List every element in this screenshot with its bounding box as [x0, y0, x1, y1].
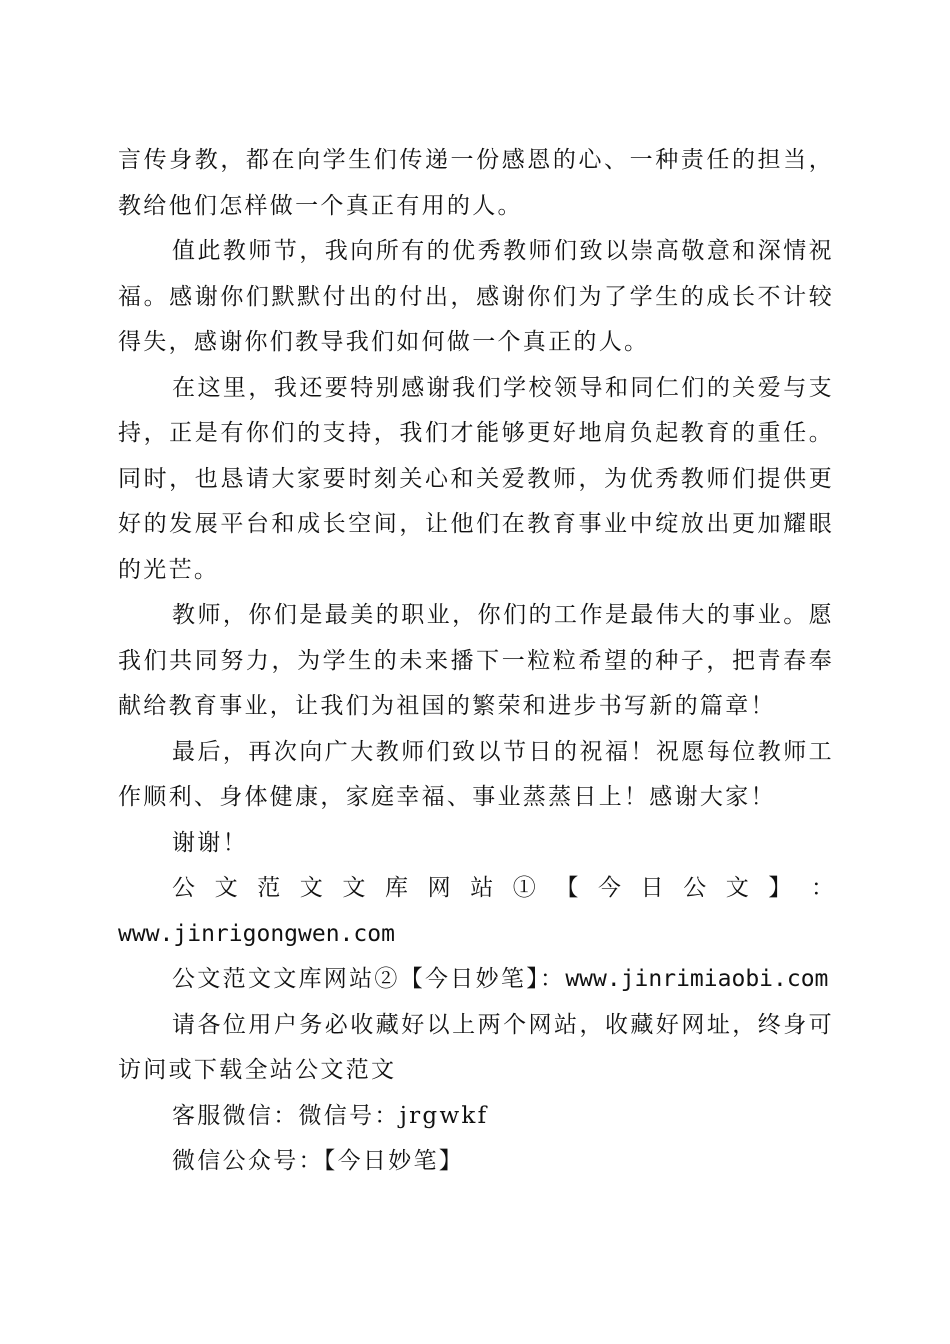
footer-site-1-url[interactable]: www.jinrigongwen.com — [118, 920, 395, 947]
footer-site-1 — [118, 866, 834, 957]
footer-official-account: 微信公众号：【今日妙笔】 — [172, 1148, 465, 1174]
footer-notice: 请各位用户务必收藏好以上两个网站，收藏好网址，终身可访问或下载全站公文范文 — [118, 1011, 834, 1083]
footer-site-1-label: 公 文 范 文 文 库 网 站 ① 【 今 日 公 文 】 ： — [172, 875, 834, 901]
paragraph-4: 教师，你们是最美的职业，你们的工作是最伟大的事业。愿我们共同努力，为学生的未来播下一粒粒希望的种子，把青春奉献给教育事业，让我们为祖国的繁荣和进步书写新的篇章！ — [118, 602, 834, 719]
document-page — [118, 138, 834, 1185]
footer-site-2-url[interactable]: www.jinrimiaobi.com — [565, 966, 829, 992]
footer-service-wechat: 客服微信：微信号：jrgwkf — [172, 1102, 489, 1129]
paragraph-2: 值此教师节，我向所有的优秀教师们致以崇高敬意和深情祝福。感谢你们默默付出的付出，感谢你们为了学生的成长不计较得失，感谢你们教导我们如何做一个真正的人。 — [118, 238, 834, 355]
footer-site-2 — [118, 957, 834, 1003]
paragraph-1: 言传身教，都在向学生们传递一份感恩的心、一种责任的担当，教给他们怎样做一个真正有用的人。 — [118, 147, 834, 219]
footer-site-2-label: 公文范文文库网站②【今日妙笔】： — [172, 966, 566, 992]
paragraph-3: 在这里，我还要特别感谢我们学校领导和同仁们的关爱与支持，正是有你们的支持，我们才能够更好地肩负起教育的重任。同时，也恳请大家要时刻关心和关爱教师，为优秀教师们提供更好的发展平台和成长空间，让他们在教育事业中绽放出更加耀眼的光芒。 — [118, 374, 834, 583]
paragraph-thanks: 谢谢！ — [172, 829, 248, 856]
paragraph-5: 最后，再次向广大教师们致以节日的祝福！祝愿每位教师工作顺利、身体健康，家庭幸福、事业蒸蒸日上！感谢大家！ — [118, 738, 834, 810]
